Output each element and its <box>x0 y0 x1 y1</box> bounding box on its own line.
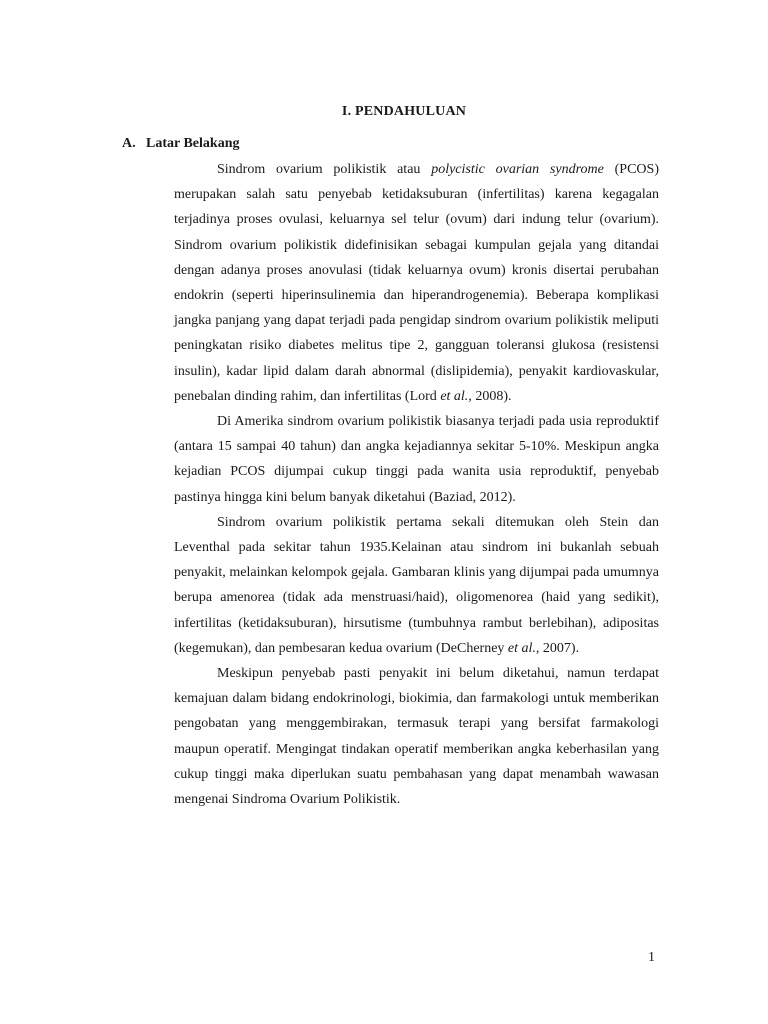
paragraph-1 <box>174 157 659 409</box>
paragraph-3-text-b: 2007). <box>539 640 580 656</box>
paragraph-1-citation-etal: et al., <box>440 388 472 404</box>
paragraph-3-text-a: Sindrom ovarium polikistik pertama sekali ditemukan oleh Stein dan Leventhal pada sekitar tahun 1935.Kelainan atau sindrom ini bukanlah sebuah penyakit, melainkan kelompok gejala. Gambaran klinis yang dijumpai pada umumnya berupa amenorea (tidak ada menstruasi/haid), oligomenorea (haid yang sedikit), infertilitas (ketidaksuburan), hirsutisme (tumbuhnya rambut berlebihan), adipositas (kegemukan), dan pembesaran kedua ovarium (DeCherney <box>174 514 659 656</box>
paragraph-3-citation-etal: et al., <box>507 640 540 656</box>
paragraph-3 <box>174 510 659 661</box>
page-number: 1 <box>648 950 655 965</box>
paragraph-2: Di Amerika sindrom ovarium polikistik biasanya terjadi pada usia reproduktif (antara 15 sampai 40 tahun) dan angka kejadiannya sekitar 5-10%. Meskipun angka kejadian PCOS dijumpai cukup tinggi pada wanita usia reproduktif, penyebab pastinya hingga kini belum banyak diketahui (Baziad, 2012). <box>174 414 659 505</box>
paragraph-4: Meskipun penyebab pasti penyakit ini belum diketahui, namun terdapat kemajuan dalam bidang endokrinologi, biokimia, dan farmakologi untuk memberikan pengobatan yang menggembirakan, termasuk terapi yang bersifat farmakologi maupun operatif. Mengingat tindakan operatif memberikan angka keberhasilan yang cukup tinggi maka diperlukan suatu pembahasan yang dapat menambah wawasan mengenai Sindroma Ovarium Polikistik. <box>174 666 659 808</box>
section-letter: A. <box>122 136 136 151</box>
paragraph-1-italic-term: polycistic ovarian syndrome <box>431 162 604 177</box>
paragraph-1-text-a: Sindrom ovarium polikistik atau <box>217 162 432 177</box>
chapter-title: I. PENDAHULUAN <box>341 104 467 119</box>
body-text <box>174 157 659 812</box>
section-title: Latar Belakang <box>146 136 240 151</box>
paragraph-1-text-b: (PCOS) merupakan salah satu penyebab ketidaksuburan (infertilitas) karena kegagalan terjadinya proses ovulasi, keluarnya sel telur (ovum) dari indung telur (ovarium). Sindrom ovarium polikistik didefinisikan sebagai kumpulan gejala yang ditandai dengan adanya proses anovulasi (tidak keluarnya ovum) kronis disertai perubahan endokrin (seperti hiperinsulinemia dan hiperandrogenemia). Beberapa komplikasi jangka panjang yang dapat terjadi pada pengidap sindrom ovarium polikistik meliputi peningkatan risiko diabetes melitus tipe 2, gangguan toleransi glukosa (resistensi insulin), kadar lipid dalam darah abnormal (dislipidemia), penyakit kardiovaskular, penebalan dinding rahim, dan infertilitas (Lord <box>174 162 659 404</box>
section-heading <box>122 136 239 152</box>
paragraph-1-text-c: 2008). <box>471 388 512 404</box>
